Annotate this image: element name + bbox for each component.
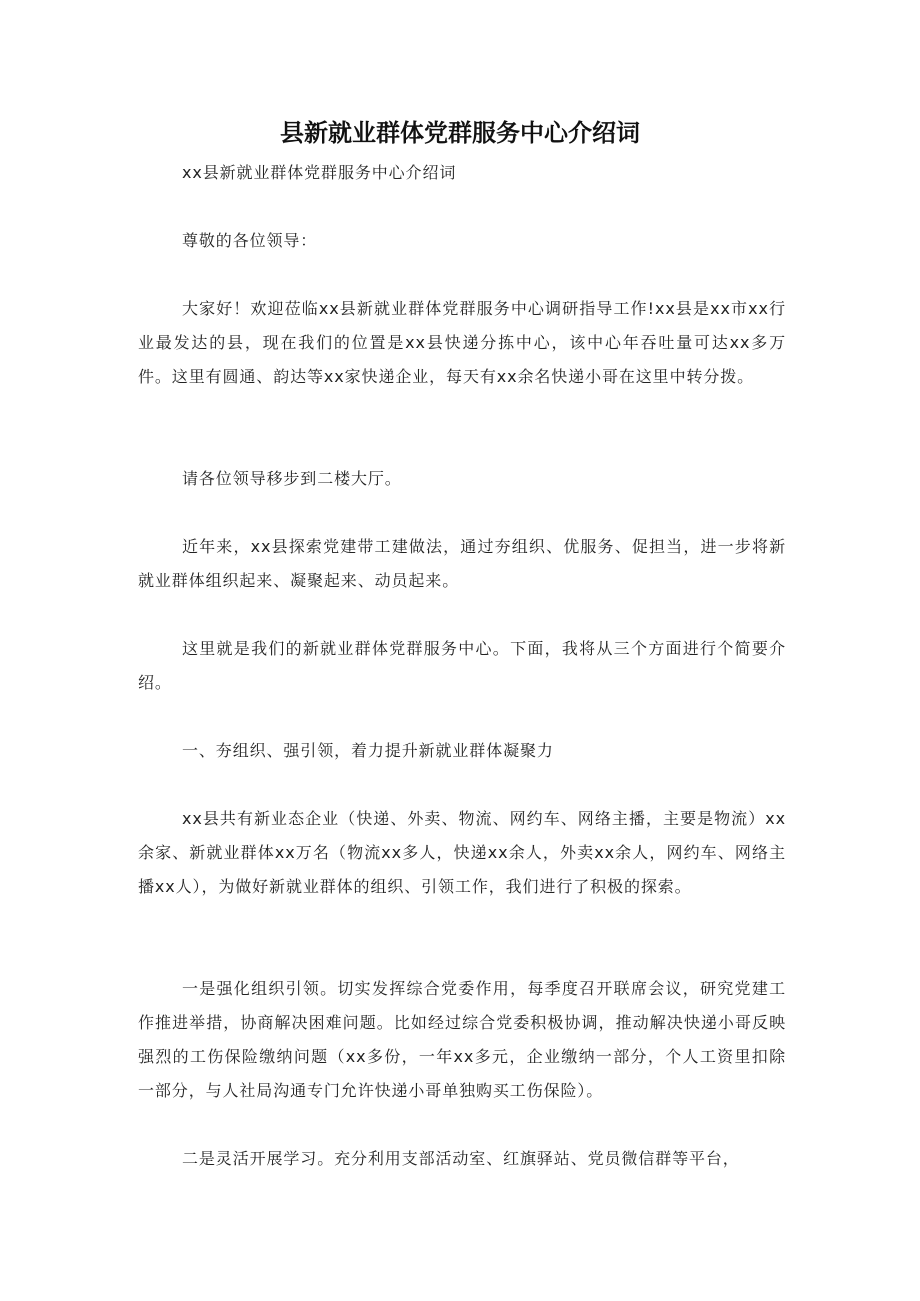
paragraph-invite-upstairs: 请各位领导移步到二楼大厅。 [182,469,402,488]
paragraph-flexible-learning: 二是灵活开展学习。充分利用支部活动室、红旗驿站、党员微信群等平台， [182,1149,740,1168]
paragraph-welcome: 大家好！欢迎莅临xx县新就业群体党群服务中心调研指导工作!xx县是xx市xx行业最发达的县，现在我们的位置是xx县快递分拣中心，该中心年吞吐量可达xx多万件。这里有圆通、韵达等xx家快递企业，每天有xx余名快递小哥在这里中转分拨。 [138,299,786,386]
paragraph-enterprise-stats: xx县共有新业态企业（快递、外卖、物流、网约车、网络主播，主要是物流）xx余家、新就业群体xx万名（物流xx多人，快递xx余人，外卖xx余人，网约车、网络主播xx人），为做好新就业群体的组织、引领工作，我们进行了积极的探索。 [138,809,786,896]
paragraph-recent-years: 近年来，xx县探索党建带工建做法，通过夯组织、优服务、促担当，进一步将新就业群体组织起来、凝聚起来、动员起来。 [138,537,786,590]
document-title: 县新就业群体党群服务中心介绍词 [280,119,640,147]
paragraph-subtitle: xx县新就业群体党群服务中心介绍词 [182,163,457,182]
paragraph-salutation: 尊敬的各位领导： [182,231,318,250]
section-heading-one: 一、夯组织、强引领，着力提升新就业群体凝聚力 [182,741,554,760]
paragraph-center-intro: 这里就是我们的新就业群体党群服务中心。下面，我将从三个方面进行个简要介绍。 [138,639,786,692]
paragraph-organization-guidance: 一是强化组织引领。切实发挥综合党委作用，每季度召开联席会议，研究党建工作推进举措，协商解决困难问题。比如经过综合党委积极协调，推动解决快递小哥反映强烈的工伤保险缴纳问题（xx多份，一年xx多元，企业缴纳一部分，个人工资里扣除一部分，与人社局沟通专门允许快递小哥单独购买工伤保险）。 [138,979,786,1100]
